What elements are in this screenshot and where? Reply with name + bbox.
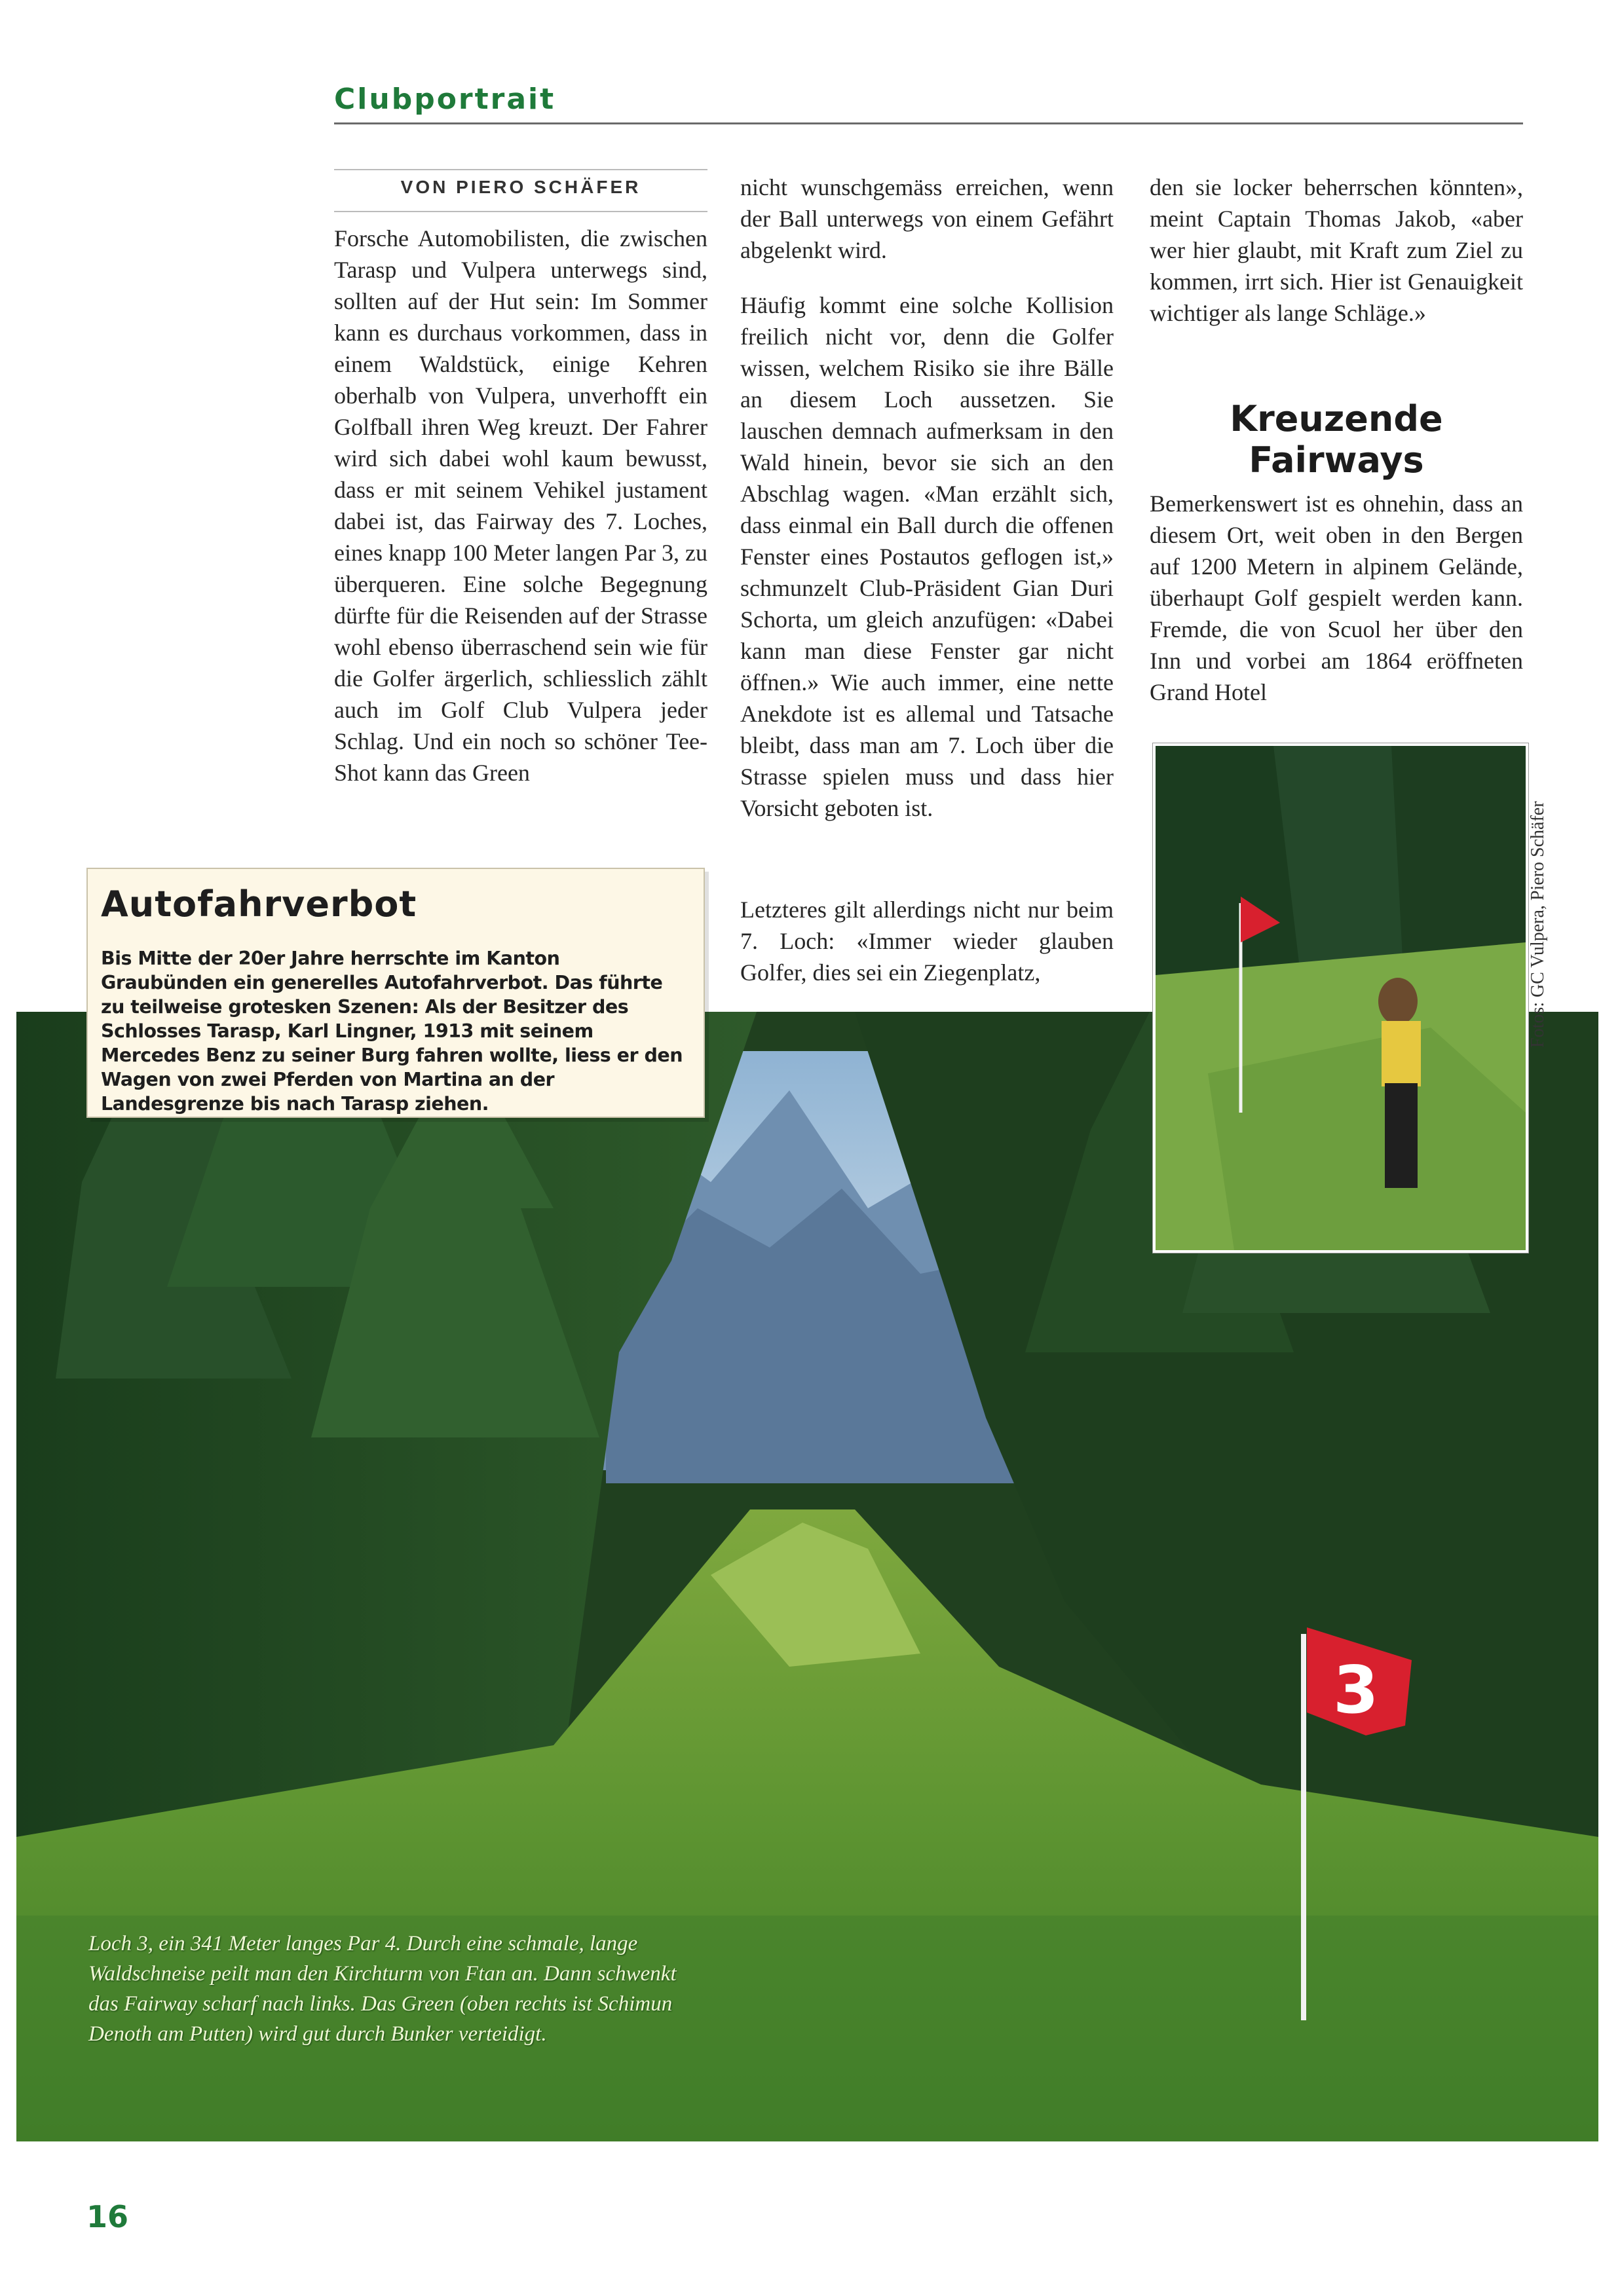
sidebar-box <box>86 868 705 1118</box>
header-rule <box>334 122 1523 124</box>
body-column-2 <box>740 172 1114 847</box>
paragraph: Häufig kommt eine solche Kollision freilich nicht vor, denn die Golfer wissen, welchem Risiko sie ihre Bälle an diesem Loch aussetzen. Sie lauschen demnach aufmerksam in den Wald hinein, bevor sie sich an den Abschlag wagen. «Man erzählt sich, dass einmal ein Ball durch die offenen Fenster eines Postautos geflogen ist,» schmunzelt Club-Präsident Gian Duri Schorta, um gleich anzufügen: «Dabei kann man diese Fenster gar nicht öffnen.» Wie auch immer, eine nette Anekdote ist es allemal und Tatsache bleibt, dass man am 7. Loch über die Strasse spielen muss und dass hier Vorsicht geboten ist. <box>740 292 1114 821</box>
section-title: Clubportrait <box>334 83 556 116</box>
body-column-3-continued <box>1150 488 1523 731</box>
photo-caption: Loch 3, ein 341 Meter langes Par 4. Durch eine schmale, lange Waldschneise peilt man den Kirchturm von Ftan an. Dann schwenkt das Fairway scharf nach links. Das Green (oben rechts ist Schimun Denoth am Putten) wird gut durch Bunker verteidigt. <box>88 1932 677 2046</box>
photo-credit-text: Fotos: GC Vulpera, Piero Schäfer <box>1528 801 1548 1048</box>
paragraph: nicht wunschgemäss erreichen, wenn der Ball unterwegs von einem Gefährt abgelenkt wird. <box>740 174 1114 263</box>
byline-rule-top <box>334 169 707 170</box>
paragraph: den sie locker beherrschen könnten», meint Captain Thomas Jakob, «aber wer hier glaubt, mit Kraft zum Ziel zu kommen, irrt sich. Hier ist Genauigkeit wichtiger als lange Schläge.» <box>1150 174 1523 326</box>
sidebar-title: Autofahrverbot <box>101 883 417 925</box>
section-header <box>334 79 1523 124</box>
body-column-1 <box>334 223 707 812</box>
sidebar-text: Bis Mitte der 20er Jahre herrschte im Kanton Graubünden ein generelles Autofahrverbot. Das führte zu teilweise grotesken Szenen: Als der Besitzer des Schlosses Tarasp, Karl Lingner, 1913 mit seinem Mercedes Benz zu seiner Burg fahren wollte, liess er den Wagen von zwei Pferden von Martina an der Landesgrenze bis nach Tarasp ziehen. <box>101 948 683 1115</box>
byline: VON PIERO SCHÄFER <box>400 177 641 197</box>
body-column-2-continued <box>740 894 1114 1012</box>
paragraph: Forsche Automobilisten, die zwischen Tarasp und Vulpera unterwegs sind, sollten auf der Hut sein: Im Sommer kann es durchaus vorkommen, dass in einem Waldstück, einige Kehren oberhalb von Vulpera, unverhofft ein Golfball ihren Weg kreuzt. Der Fahrer wird sich dabei wohl kaum bewusst, dass er mit seinem Vehikel justament dabei ist, das Fairway des 7. Loches, eines knapp 100 Meter langen Par 3, zu überqueren. Eine solche Begegnung dürfte für die Reisenden auf der Strasse wohl ebenso überraschend sein wie für die Golfer ärgerlich, schliesslich zählt auch im Golf Club Vulpera jeder Schlag. Und ein noch so schöner Tee-Shot kann das Green <box>334 225 707 786</box>
paragraph: Bemerkenswert ist es ohnehin, dass an diesem Ort, weit oben in den Bergen auf 1200 Metern in alpinem Gelände, überhaupt Golf gespielt werden kann. Fremde, die von Scuol her über den Inn und vorbei am 1864 eröffneten Grand Hotel <box>1150 491 1523 705</box>
paragraph: Letzteres gilt allerdings nicht nur beim 7. Loch: «Immer wieder glauben Golfer, dies sei ein Ziegenplatz, <box>740 897 1114 986</box>
page-number: 16 <box>86 2199 129 2234</box>
subheading: Kreuzende Fairways <box>1230 398 1443 481</box>
flag-number: 3 <box>1333 1652 1379 1728</box>
inset-photo-putting <box>1153 743 1528 1253</box>
body-column-3 <box>1150 172 1523 352</box>
photo-credit <box>1500 747 1548 1048</box>
byline-rule-bottom <box>334 211 707 212</box>
